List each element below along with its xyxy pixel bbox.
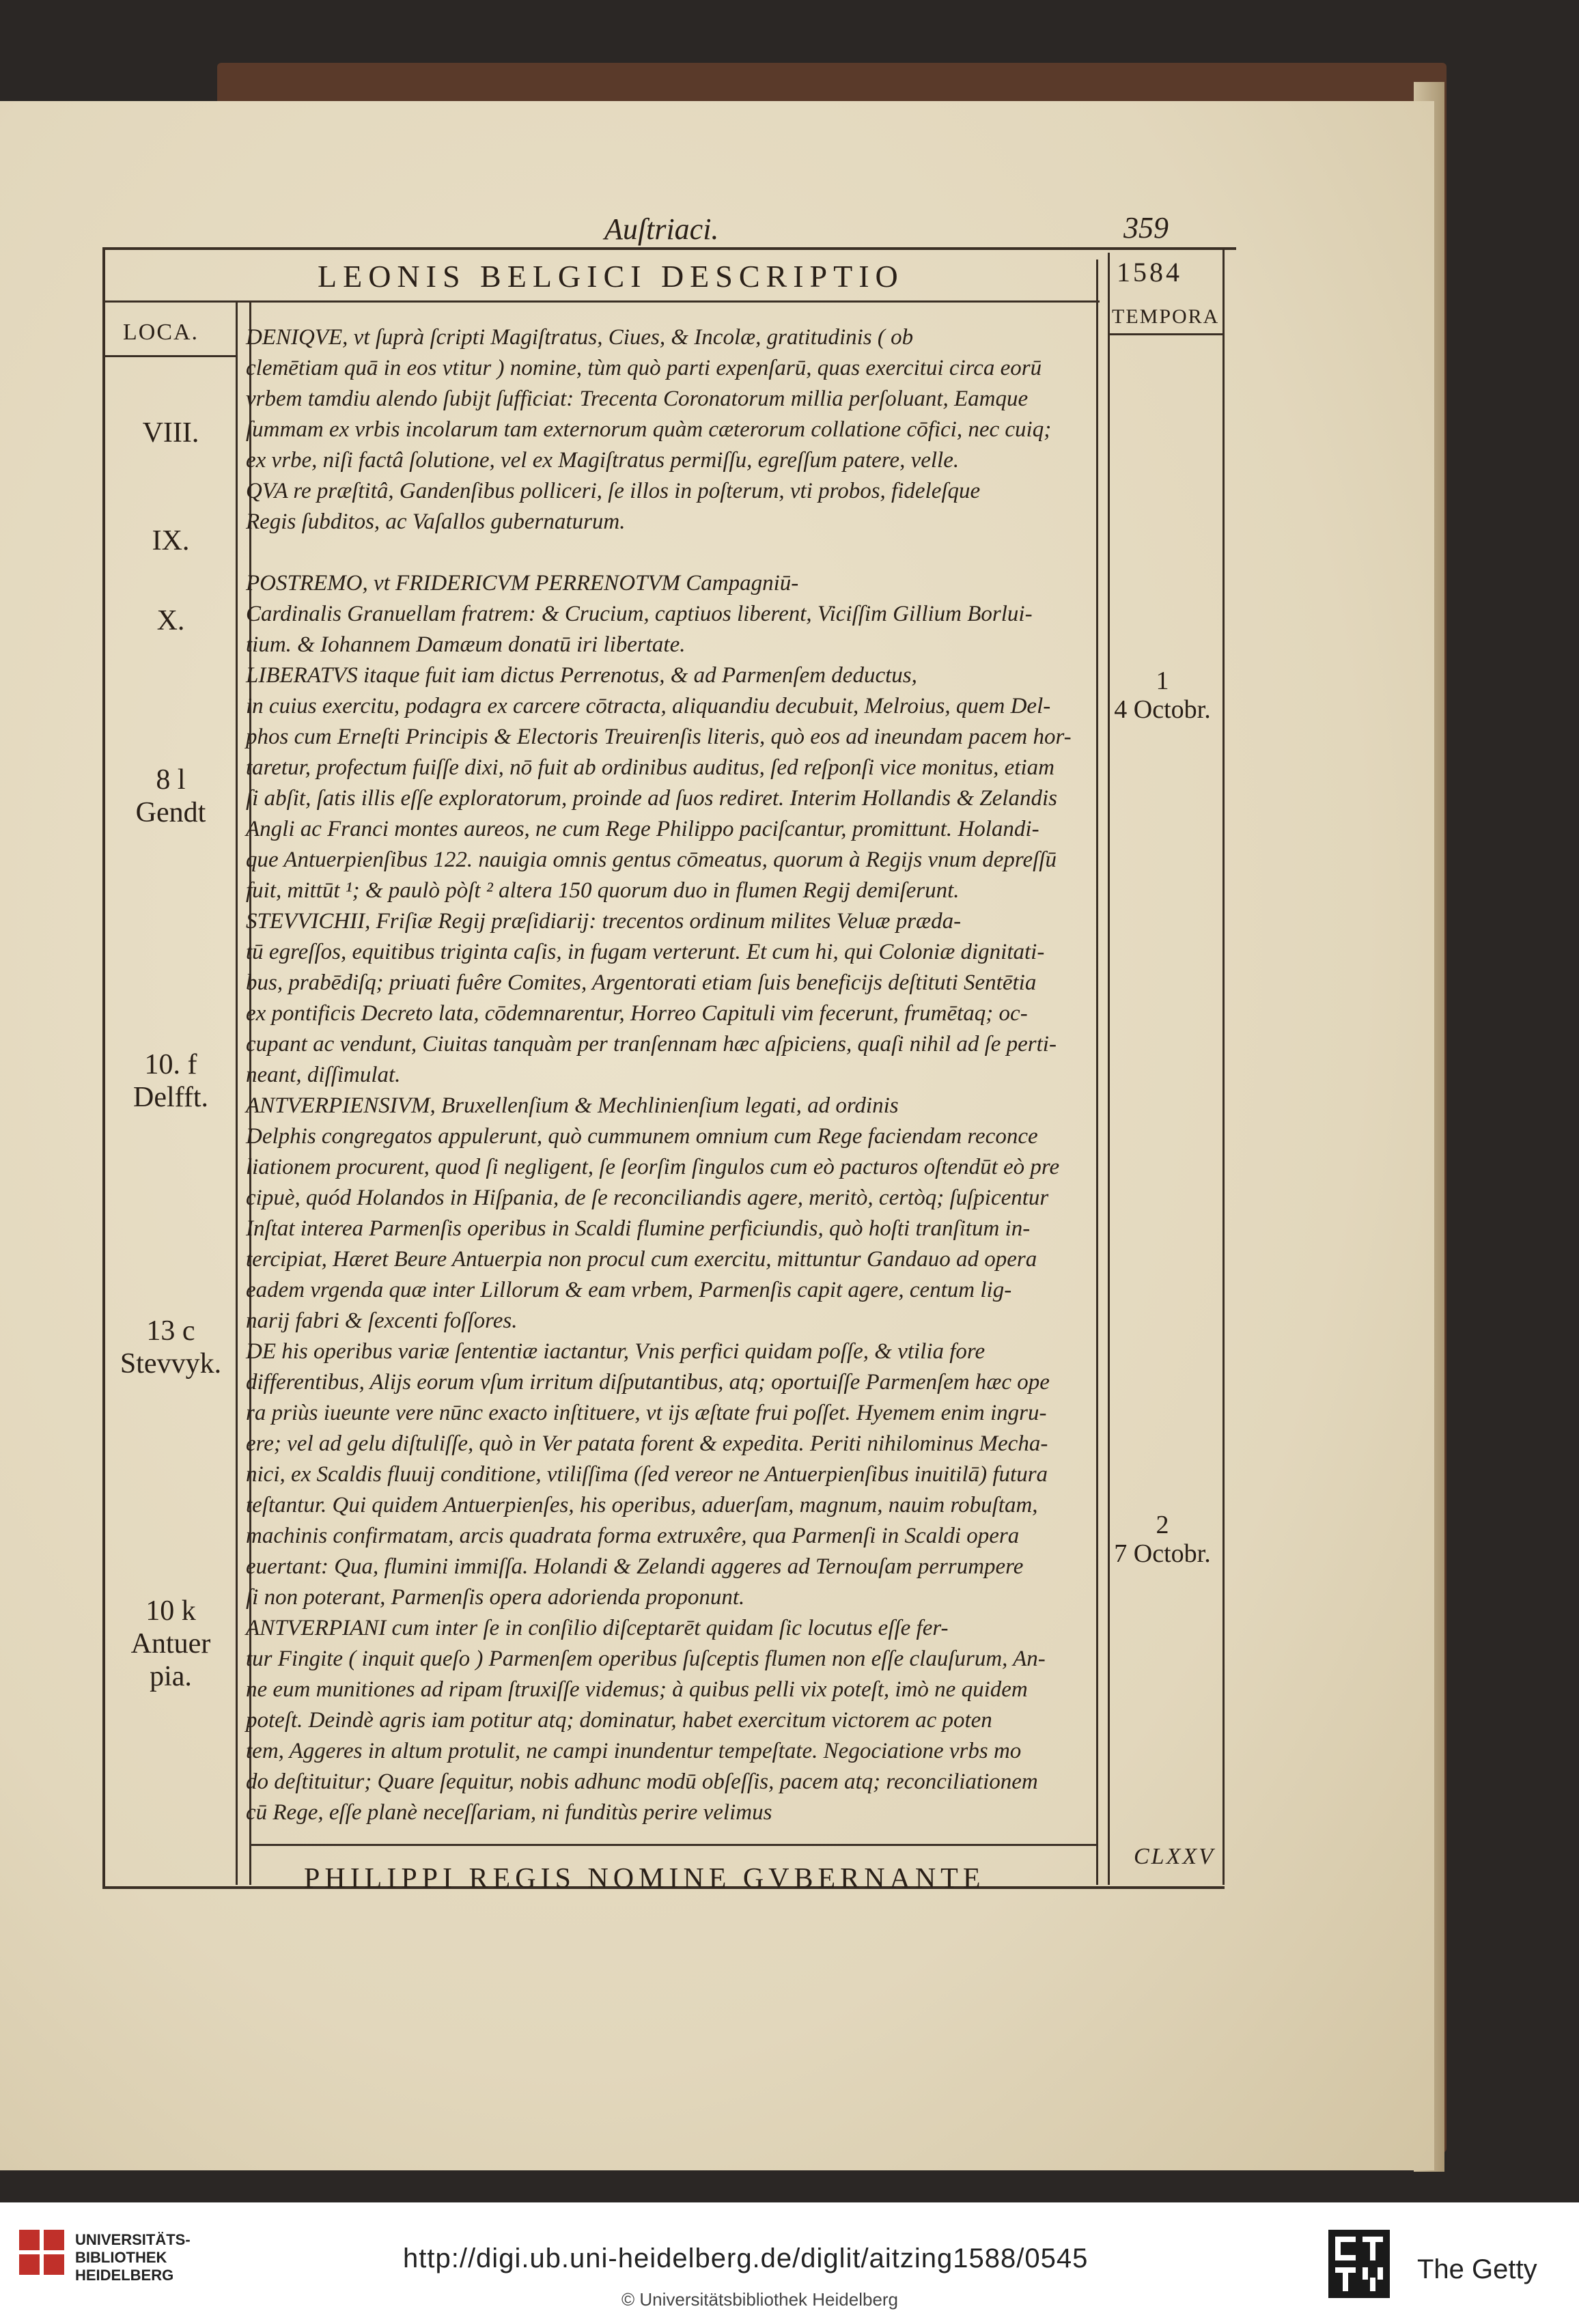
body-line: QVA re præſtitâ, Gandenſibus polliceri, ſe illos in poſterum, vti probos, fideleſque bbox=[246, 479, 981, 503]
outer-right-rule bbox=[1222, 249, 1225, 1885]
body-line: ANTVERPIENSIVM, Bruxellenſium & Mechlinienſium legati, ad ordinis bbox=[246, 1093, 899, 1118]
margin-note-left: 10. f Delfft. bbox=[132, 1049, 209, 1113]
body-line: DE his operibus variæ ſententiæ iactantur, Vnis perfici quidam poſſe, & vtilia fore bbox=[246, 1339, 986, 1364]
library-name: UNIVERSITÄTS- BIBLIOTHEK HEIDELBERG bbox=[75, 2231, 191, 2284]
body-line: ne eum munitiones ad ripam ſtruxiſſe videmus; à quibus pelli vix poteſt, imò ne quidem bbox=[246, 1677, 1028, 1702]
year-label: 1584 bbox=[1117, 257, 1182, 288]
body-line: Delphis congregatos appulerunt, quò cummunem omnium cum Rege faciendam reconce bbox=[246, 1124, 1038, 1149]
body-line: DENIQVE, vt ſuprà ſcripti Magiſtratus, Ciues, & Incolæ, gratitudinis ( ob bbox=[246, 325, 914, 350]
body-line: cupant ac vendunt, Ciuitas tanquàm per tranſennam hæc aſpiciens, quaſi nihil ad ſe perti- bbox=[246, 1032, 1057, 1056]
body-line: euertant: Qua, flumini immiſſa. Holandi & Zelandi aggeres ad Ternouſam perrumpere bbox=[246, 1554, 1024, 1579]
body-line: machinis confirmatam, arcis quadrata forma extruxêre, qua Parmenſi in Scaldi opera bbox=[246, 1524, 1020, 1548]
tempora-left-rule bbox=[1108, 253, 1110, 1885]
body-line: tercipiat, Hæret Beure Antuerpia non procul cum exercitu, mittuntur Gandauo ad opera bbox=[246, 1247, 1037, 1272]
text-right-rule bbox=[1096, 260, 1098, 1885]
body-line: teſtantur. Qui quidem Antuerpienſes, his operibus, aduerſam, magnum, nauim robuſtam, bbox=[246, 1493, 1038, 1517]
body-line: neant, diſſimulat. bbox=[246, 1063, 401, 1087]
title-rule-top bbox=[102, 300, 1100, 303]
bottom-folio: CLXXV bbox=[1134, 1844, 1215, 1869]
margin-note-left: IX. bbox=[152, 525, 190, 557]
margin-note-left: VIII. bbox=[142, 417, 199, 449]
body-line: cū Rege, eſſe planè neceſſariam, ni funditùs perire velimus bbox=[246, 1800, 772, 1825]
university-library-logo-icon bbox=[19, 2230, 66, 2276]
body-line: phos cum Erneſti Principis & Electoris Treuirenſis literis, quò eos ad ineundam pacem hor- bbox=[246, 725, 1072, 749]
getty-name: The Getty bbox=[1417, 2254, 1537, 2284]
body-bottom-rule bbox=[249, 1844, 1098, 1846]
body-line: in cuius exercitu, podagra ex carcere cōtracta, aliquandiu decubuit, Melroius, quem Del- bbox=[246, 694, 1051, 718]
body-line: Cardinalis Granuellam fratrem: & Crucium, captiuos liberent, Viciſſim Gillium Borlui- bbox=[246, 602, 1033, 626]
tempora-header-rule bbox=[1108, 333, 1224, 335]
permalink-url[interactable]: http://digi.ub.uni-heidelberg.de/diglit/aitzing1588/0545 bbox=[403, 2243, 1089, 2273]
running-head: Auſtriaci. bbox=[604, 212, 719, 246]
loca-right-rule bbox=[236, 300, 238, 1885]
body-line: ex pontificis Decreto lata, cōdemnarentur, Horreo Capituli vim fecerunt, frumētaq; oc- bbox=[246, 1001, 1028, 1026]
margin-note-right: 1 4 Octobr. bbox=[1114, 667, 1211, 724]
body-line: ſi abſit, ſatis illis eſſe exploratorum, proinde ad ſuos rediret. Interim Hollandis & Zelandis bbox=[246, 786, 1057, 811]
tempora-header: TEMPORA bbox=[1112, 305, 1220, 328]
body-line: ra priùs iueunte vere nūnc exacto inſtituere, vt ijs æſtate frui poſſet. Hyemem enim ingru- bbox=[246, 1401, 1047, 1425]
body-line: liationem procurent, quod ſi negligent, ſe ſeorſim ſingulos cum eò pacturos oſtendūt eò pre bbox=[246, 1155, 1060, 1179]
outer-left-rule bbox=[102, 247, 105, 1886]
body-line: cipuè, quód Holandos in Hiſpania, de ſe reconciliandis agere, meritò, certòq; ſuſpicentur bbox=[246, 1186, 1049, 1210]
body-line: ANTVERPIANI cum inter ſe in conſilio diſceptarēt quidam ſic locutus eſſe fer- bbox=[246, 1616, 949, 1640]
margin-note-left: 13 c Stevvyk. bbox=[120, 1315, 222, 1380]
body-line: ſi non poterant, Parmenſis opera adorienda proponunt. bbox=[246, 1585, 745, 1610]
body-line: STEVVICHII, Friſiæ Regij præſidiarij: trecentos ordinum milites Veluæ præda- bbox=[246, 909, 962, 934]
body-line: tem, Aggeres in altum protulit, ne campi inundentur tempeſtate. Negociatione vrbs mo bbox=[246, 1739, 1022, 1763]
body-line: do deſtituitur; Quare ſequitur, nobis adhunc modū obſeſſis, pacem atq; reconciliationem bbox=[246, 1769, 1038, 1794]
body-line: poteſt. Deindè agris iam potitur atq; dominatur, habet exercitum victorem ac poten bbox=[246, 1708, 992, 1733]
body-line: ere; vel ad gelu diſtuliſſe, quò in Ver patata forent & expedita. Periti nihilominus Mecha- bbox=[246, 1431, 1048, 1456]
body-line: que Antuerpienſibus 122. nauigia omnis gentus cōmeatus, quorum à Regijs vnum depreſſū bbox=[246, 848, 1057, 872]
copyright-notice: © Universitätsbibliothek Heidelberg bbox=[621, 2289, 899, 2310]
body-line: Angli ac Franci montes aureos, ne cum Rege Philippo paciſcantur, promittunt. Holandi- bbox=[246, 817, 1039, 841]
body-line: narij fabri & ſexcenti foſſores. bbox=[246, 1308, 518, 1333]
margin-note-left: 8 l Gendt bbox=[135, 764, 206, 828]
top-title: LEONIS BELGICI DESCRIPTIO bbox=[318, 259, 904, 294]
page-number: 359 bbox=[1123, 211, 1169, 244]
body-line: ex vrbe, niſi factâ ſolutione, vel ex Magiſtratus permiſſu, egreſſum patere, velle. bbox=[246, 448, 960, 473]
body-line: tur Fingite ( inquit queſo ) Parmenſem operibus ſuſceptis flumen non eſſe clauſurum, An- bbox=[246, 1647, 1046, 1671]
body-line: clemētiam quā in eos vtitur ) nomine, tùm quò parti expenſarū, quas exercitui circa eorū bbox=[246, 356, 1042, 380]
viewer-footer bbox=[0, 2202, 1579, 2324]
body-line: POSTREMO, vt FRIDERICVM PERRENOTVM Campagniū- bbox=[246, 571, 799, 596]
body-line: vrbem tamdiu alendo ſubijt ſufficiat: Trecenta Coronatorum millia perſoluant, Eamque bbox=[246, 387, 1029, 411]
body-line: nici, ex Scaldis fluuij conditione, vtiliſſima (ſed vereor ne Antuerpienſibus inuitilā) futura bbox=[246, 1462, 1048, 1487]
body-line: differentibus, Alijs eorum vſum irritum diſputantibus, atq; oportuiſſe Parmenſem hæc ope bbox=[246, 1370, 1050, 1395]
body-line: ſummam ex vrbis incolarum tam externorum quàm cæterorum collatione cōfici, nec cuiq; bbox=[246, 417, 1052, 442]
margin-note-right: 2 7 Octobr. bbox=[1114, 1511, 1211, 1568]
margin-note-left: X. bbox=[156, 605, 185, 636]
body-line: eadem vrgenda quæ inter Lillorum & eam vrbem, Parmenſis capit agere, centum lig- bbox=[246, 1278, 1012, 1302]
loca-header-rule bbox=[102, 355, 238, 357]
getty-logo-icon bbox=[1328, 2230, 1390, 2298]
body-line: Regis ſubditos, ac Vaſallos gubernaturum. bbox=[246, 509, 626, 534]
head-rule bbox=[102, 247, 1236, 250]
body-line: tū egreſſos, equitibus triginta caſis, in fugam verterunt. Et cum hi, qui Coloniæ dignitati- bbox=[246, 940, 1045, 964]
body-line: bus, prabēdiſq; priuati fuêre Comites, Argentorati etiam ſuis beneficijs deſtituti Sentētia bbox=[246, 970, 1037, 995]
body-line: LIBERATVS itaque fuit iam dictus Perrenotus, & ad Parmenſem deductus, bbox=[246, 663, 917, 688]
body-line: tium. & Iohannem Damæum donatū iri libertate. bbox=[246, 632, 686, 657]
body-line: taretur, profectum fuiſſe dixi, nō fuit ab ordinibus auditus, ſed reſponſi vice monitus, etiam bbox=[246, 755, 1054, 780]
margin-note-left: 10 k Antuer pia. bbox=[130, 1595, 211, 1692]
body-line: Inſtat interea Parmenſis operibus in Scaldi flumine perficiundis, quò hoſti tranſitum in- bbox=[246, 1216, 1031, 1241]
body-line: fuit, mittūt ¹; & paulò pòſt ² altera 150 quorum duo in flumen Regij demiſerunt. bbox=[246, 878, 960, 903]
bottom-title: PHILIPPI REGIS NOMINE GVBERNANTE bbox=[304, 1863, 986, 1894]
loca-header: LOCA. bbox=[123, 320, 199, 345]
